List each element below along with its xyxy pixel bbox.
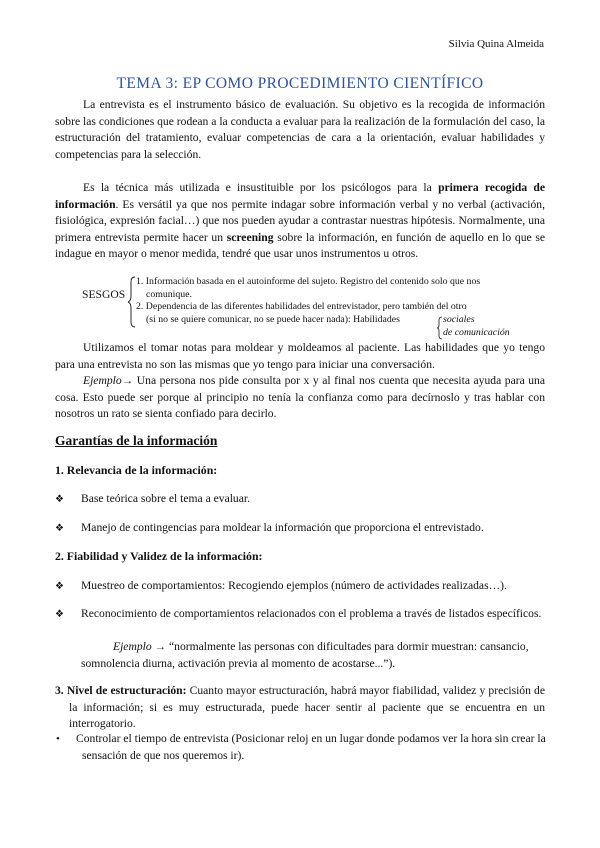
diamond-bullet-icon: ❖ — [55, 494, 64, 505]
technique-bold-primera: primera recogida de información — [55, 181, 545, 211]
page-title: TEMA 3: EP COMO PROCEDIMIENTO CIENTÍFICO — [116, 75, 484, 92]
list-item — [56, 731, 552, 764]
sesgo-item-1-line-1: 1. Información basada en el autoinforme del sujeto. Registro del contenido solo que nos — [136, 276, 481, 287]
list-item-text: Base teórica sobre el tema a evaluar. — [81, 492, 250, 505]
arrow-right-icon: → — [121, 374, 134, 387]
list-item-text: Reconocimiento de comportamientos relacionados con el problema a través de listados específicos. — [81, 607, 542, 620]
sesgos-label: SESGOS — [82, 288, 126, 301]
intro-paragraph: La entrevista es el instrumento básico de evaluación. Su objetivo es la recogida de información sobre las condiciones que rodean a la conducta a evaluar para la realización de la formulación del caso, la estructuración del tratamiento, evaluar competencias de cara a la orientación, evaluar habilidades y competencias para la selección. — [55, 98, 545, 161]
section-3-title: 3. Nivel de estructuración: — [55, 684, 187, 697]
example-paragraph — [55, 373, 545, 423]
technique-text-e: sobre la información, en función de aquello en lo que se indague en mayor o menor medida, tendré que usar unos instrumentos u otros. — [55, 230, 545, 261]
section-3 — [55, 683, 545, 733]
dot-bullet-icon: • — [56, 733, 60, 745]
habilidades-list — [443, 314, 510, 339]
sesgo-item-2-line-2: (si no se quiere comunicar, no se puede hacer nada): Habilidades — [146, 314, 400, 325]
section-1-title-text: 1. Relevancia de la información: — [55, 463, 218, 477]
left-brace-icon — [128, 276, 136, 328]
example-text: Una persona nos pide consulta por x y al final nos cuenta que necesita ayuda para una cosa. Esto puede ser porque al principio no tenía la confianza como para decírnoslo y tras hablar con nosotros un rato se sienta confiado para decirlo. — [55, 374, 545, 421]
diamond-bullet-icon: ❖ — [55, 609, 64, 620]
section-3-text — [55, 683, 545, 733]
author-header: Silvia Quina Almeida — [448, 38, 544, 50]
section-2-title — [55, 549, 262, 564]
section-3-description: Cuanto mayor estructuración, habrá mayor fiabilidad, validez y precisión de la información; si es muy estructurada, puede hacer sentir al paciente que se encuentra en un interrogatorio. — [69, 684, 545, 731]
list-item-text: Muestreo de comportamientos: Recogiendo ejemplos (número de actividades realizadas…). — [81, 579, 507, 592]
list-item — [55, 606, 551, 624]
list-item — [55, 578, 551, 596]
example-text: → “normalmente las personas con dificultades para dormir muestran: cansancio, somnolencia diurna, activación previa al momento de acostarse...”). — [81, 640, 529, 670]
technique-paragraph — [55, 180, 545, 263]
section-1-title — [55, 463, 217, 478]
sesgos-block — [82, 276, 552, 338]
example-label: Ejemplo — [113, 640, 152, 653]
list-item-text: Manejo de contingencias para moldear la información que proporciona el entrevistado. — [81, 521, 484, 534]
technique-text-c: . Es versátil ya que nos permite indagar sobre información verbal y no verbal (activación, fisiológica, expresión facial…) que nos pueden ayudar a contrastar nuestras hipótesis. Normalmente, una primera entrevista permite hacer un — [55, 197, 545, 244]
list-item — [55, 520, 551, 538]
technique-text-a: Es la técnica más utilizada e insustituible por los psicólogos para la — [83, 181, 439, 194]
section-heading: Garantías de la información — [55, 433, 218, 448]
sesgo-item-2-line-1: 2. Dependencia de las diferentes habilidades del entrevistador, pero también del otro — [136, 301, 467, 312]
list-item — [55, 491, 551, 509]
sesgo-item-1-line-2: comunique. — [146, 288, 192, 300]
technique-bold-screening: screening — [226, 230, 274, 244]
diamond-bullet-icon: ❖ — [55, 523, 64, 534]
diamond-bullet-icon: ❖ — [55, 581, 64, 592]
reconocimiento-example — [81, 639, 536, 672]
habilidad-sociales: sociales — [443, 314, 475, 325]
list-item-text: Controlar el tiempo de entrevista (Posicionar reloj en un lugar donde podamos ver la hora sin crear la sensación de que nos queremos ir). — [76, 732, 546, 762]
example-label: Ejemplo — [83, 374, 122, 387]
section-2-title-text: 2. Fiabilidad y Validez de la información: — [55, 549, 263, 563]
notes-paragraph: Utilizamos el tomar notas para moldear y moldeamos al paciente. Las habilidades que yo tengo para una entrevista no son las mismas que yo tengo para iniciar una conversación. — [55, 341, 545, 371]
habilidad-comunicacion: de comunicación — [443, 326, 510, 338]
